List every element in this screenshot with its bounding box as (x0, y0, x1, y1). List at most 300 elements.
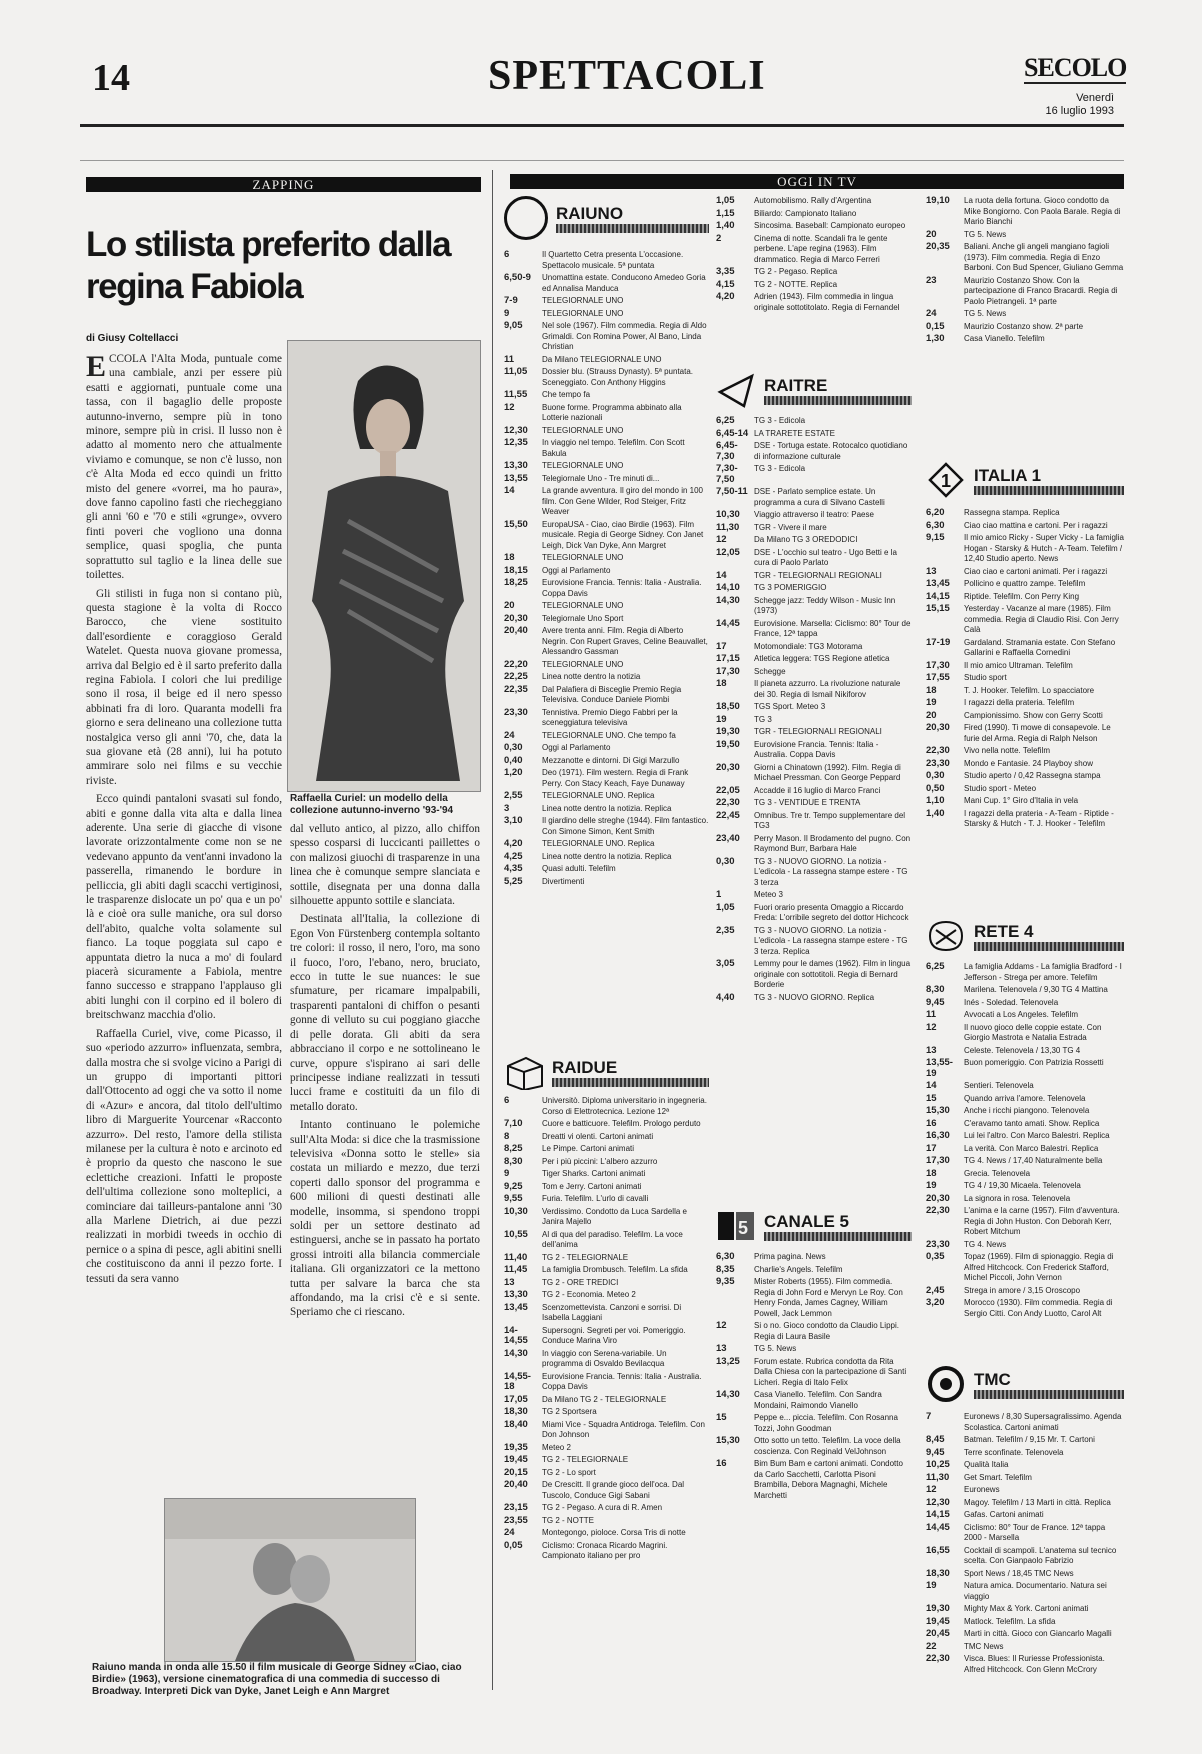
schedule-row (716, 1436, 912, 1457)
schedule-description: Che tempo fa (542, 390, 591, 399)
schedule-description: Montegongo, pioloce. Corsa Tris di notte (542, 1528, 686, 1537)
schedule-description: Strega in amore / 3,15 Oroscopo (964, 1285, 1081, 1295)
schedule-description: Gafas. Cartoni animati (964, 1510, 1044, 1519)
schedule-description: Il giardino delle streghe (1944). Film fantastico. Con Simone Simon, Kent Smith (542, 816, 709, 836)
schedule-description: Il mio amico Ricky - Super Vicky - La famiglia Hogan - Starsky & Hutch - A-Team. Telefilm / 12,40 Studio aperto. News (964, 533, 1124, 563)
schedule-row (504, 877, 709, 888)
schedule-description: I ragazzi della prateria - A-Team - Riptide - Starsky & Hutch - T. J. Hooker - Telefilm (964, 808, 1114, 828)
schedule-description: TGR - Vivere il mare (754, 522, 827, 532)
schedule-description: Supersogni. Segreti per voi. Pomeriggio. Conduce Marina Viro (542, 1325, 686, 1345)
schedule-time: 0,30 (504, 742, 523, 753)
schedule-row (504, 1480, 709, 1501)
schedule-row (926, 1473, 1124, 1484)
schedule-row (504, 461, 709, 472)
schedule-description: Giorni a Chinatown (1992). Film. Regia di Michael Pressman. Con George Peppard (754, 762, 901, 782)
schedule-time: 7 (926, 1412, 932, 1422)
schedule-time: 13 (926, 565, 937, 577)
schedule-row (926, 309, 1124, 320)
schedule-time: 18 (716, 678, 727, 689)
schedule-row (716, 548, 912, 569)
schedule-description: Charlie's Angels. Telefilm (754, 1264, 843, 1274)
schedule-description: Quando arriva l'amore. Telenovela (964, 1093, 1086, 1103)
schedule-row (716, 993, 912, 1004)
schedule-row (926, 1546, 1124, 1567)
raitre-schedule (716, 416, 912, 1206)
schedule-time: 22,30 (926, 1653, 950, 1664)
schedule-description: Ciao ciao e cartoni animati. Per i ragazzi (964, 566, 1108, 576)
schedule-description: Matlock. Telefilm. La sfida (964, 1616, 1056, 1626)
schedule-description: Scenzomettevista. Canzoni e sorrisi. Di Isabella Laggiani (542, 1302, 682, 1322)
schedule-description: Yesterday - Vacanze al mare (1985). Film commedia. Regia di Claudio Risi. Con Jerry Calà (964, 604, 1119, 634)
schedule-row (926, 1412, 1124, 1433)
schedule-time: 9 (504, 1168, 510, 1179)
schedule-row (504, 1253, 709, 1264)
schedule-time: 7-9 (504, 295, 518, 306)
schedule-description: Linea notte dentro la notizia. Replica (542, 803, 672, 813)
schedule-time: 17,15 (716, 653, 740, 664)
schedule-time: 22,05 (716, 784, 740, 796)
schedule-row (716, 654, 912, 665)
schedule-description: Il mio amico Ultraman. Telefilm (964, 660, 1073, 670)
schedule-time: 12 (926, 1484, 937, 1495)
schedule-description: Visca. Blues: Il Ruriesse Professionista. Alfred Hitchcock. Con Glenn McCrory (964, 1654, 1105, 1674)
schedule-row (926, 1252, 1124, 1284)
schedule-time: 18,25 (504, 577, 528, 588)
schedule-row (926, 1298, 1124, 1319)
schedule-time: 14,30 (716, 1389, 740, 1400)
schedule-time: 1,05 (716, 901, 735, 913)
schedule-row (504, 1516, 709, 1527)
schedule-row (716, 926, 912, 958)
rete4-block (926, 918, 1124, 1362)
schedule-row (926, 1194, 1124, 1205)
schedule-row (504, 1290, 709, 1301)
schedule-time: 11,40 (504, 1251, 528, 1263)
section-title: SPETTACOLI (488, 53, 766, 99)
schedule-description: Da Milano TELEGIORNALE UNO (542, 354, 662, 364)
article-col-2 (290, 822, 480, 1367)
schedule-time: 13 (504, 1276, 515, 1288)
schedule-description: Si o no. Gioco condotto da Claudio Lippi. Regia di Laura Basile (754, 1321, 899, 1341)
schedule-time: 14 (926, 1080, 937, 1091)
schedule-row (504, 1144, 709, 1155)
raitre-logo-icon (716, 372, 756, 408)
schedule-row (504, 1395, 709, 1406)
schedule-time: 8,25 (504, 1143, 523, 1154)
schedule-time: 1,10 (926, 795, 945, 806)
schedule-row (926, 1485, 1124, 1496)
schedule-description: Riptide. Telefilm. Con Perry King (964, 591, 1080, 601)
schedule-time: 23,40 (716, 832, 740, 844)
schedule-row (926, 196, 1124, 228)
schedule-time: 17 (716, 640, 727, 652)
schedule-description: In viaggio nel tempo. Telefilm. Con Scott Bakula (542, 438, 685, 458)
schedule-description: TELEGIORNALE UNO (542, 461, 624, 470)
schedule-time: 3,05 (716, 958, 735, 969)
schedule-description: Furia. Telefilm. L'urlo di cavalli (542, 1194, 649, 1203)
schedule-row (716, 464, 912, 485)
schedule-time: 11,30 (716, 521, 740, 533)
italia1-name: ITALIA 1 (974, 465, 1042, 485)
schedule-time: 8,30 (926, 984, 945, 995)
schedule-time: 1,05 (716, 196, 735, 206)
schedule-description: TELEGIORNALE UNO. Replica (542, 839, 655, 848)
schedule-description: TG 2 - NOTTE (542, 1515, 594, 1525)
schedule-row (926, 661, 1124, 672)
article-paragraph: Gli stilisti in fuga non si contano più, questa stagione è la volta di Rocco Barocco, che viene sostituito dall'esordiente e coraggioso Gerald Watelet. Questa nuova giovane promessa, arriva dal Belgio ed è il sarto preferito dalla regina Fabiola. I colori che lui predilige sono il rosa, il beige ed il nero spesso abbinati fra di loro. Quaranta modelli fra giorno e sera delineano una collezione tutta nostalgica verso gli anni '70, che, data la sua giovane età (28 anni), lui ha potuto ammirare solo nei films e su vecchie riviste. (86, 587, 282, 787)
schedule-row (504, 852, 709, 863)
schedule-description: Otto sotto un tetto. Telefilm. La voce della coscienza. Con Reginald VelJohnson (754, 1436, 901, 1456)
schedule-time: 13,45 (926, 578, 950, 589)
schedule-description: Da Milano TG 2 - TELEGIORNALE (542, 1394, 667, 1404)
schedule-description: TG 2 - NOTTE. Replica (754, 279, 838, 289)
schedule-description: Sport News / 18,45 TMC News (964, 1568, 1074, 1578)
schedule-description: Da Milano TG 3 OREDODICI (754, 535, 858, 544)
schedule-row (504, 1265, 709, 1276)
svg-text:5: 5 (738, 1218, 749, 1238)
schedule-row (926, 638, 1124, 659)
schedule-time: 5,25 (504, 875, 523, 887)
schedule-description: Euronews (964, 1485, 1000, 1494)
schedule-description: TG 3 - Edicola (754, 416, 806, 425)
schedule-description: TMC News (964, 1641, 1004, 1651)
schedule-description: Il pianeta azzurro. La rivoluzione naturale dei 30. Regia di Ismail Nikiforov (754, 679, 901, 699)
schedule-time: 11,55 (504, 389, 528, 400)
schedule-time: 1,15 (716, 207, 735, 219)
schedule-description: Sentieri. Telenovela (964, 1081, 1034, 1090)
schedule-time: 14 (716, 569, 727, 581)
schedule-row (716, 292, 912, 313)
canale5-header (716, 1208, 912, 1244)
tmc-schedule (926, 1412, 1124, 1732)
schedule-description: Linea notte dentro la notizia (542, 672, 641, 681)
schedule-row (716, 619, 912, 640)
schedule-description: Forum estate. Rubrica condotta da Rita Dalla Chiesa con la partecipazione di Santi Licheri. Regia di Italo Felix (754, 1356, 907, 1387)
schedule-description: Schegge (754, 666, 786, 676)
schedule-description: TGR - TELEGIORNALI REGIONALI (754, 570, 882, 580)
schedule-row (716, 1252, 912, 1263)
schedule-time: 1,40 (716, 220, 735, 231)
schedule-time: 19 (716, 713, 727, 725)
schedule-description: In viaggio con Serena-variabile. Un programma di Osvaldo Bevilacqua (542, 1348, 667, 1368)
schedule-time: 8,30 (504, 1155, 523, 1167)
article-paragraph: CCOLA l'Alta Moda, puntuale come una cambiale, anzi per essere più esatti e aggiornati, puntuale come una tassa, con il bagaglio delle proposte autunno-inverno, sempre più in tono minore, sempre più in crisi. Il lusso non è adatto al momento nero che attualmente viviamo e comunque, se non c'è lusso, non c'è Alta Moda ed ecco quindi un fritto misto del genere «vorrei, ma ho paura», dove fanno capolino fasti che riecheggiano gli anni '60 e '70 e stili «grunge», ovvero finti poveri che vogliono una donna semplice, quasi spoglia, che punta soprattutto sul taglio e la linea delle sue toilettes. (86, 353, 282, 582)
schedule-row (926, 1046, 1124, 1057)
schedule-row (716, 523, 912, 534)
schedule-description: TG 5. News (964, 309, 1007, 318)
schedule-row (504, 355, 709, 366)
schedule-description: TG 2 - Pegaso. A cura di R. Amen (542, 1503, 663, 1512)
schedule-description: Meteo 2 (542, 1442, 571, 1452)
schedule-description: Ciclismo: 80° Tour de France. 12ª tappa 2000 - Marsella (964, 1522, 1106, 1542)
schedule-time: 4,20 (504, 838, 523, 849)
schedule-description: Motomondiale: TG3 Motorama (754, 641, 863, 651)
schedule-time: 6 (504, 1096, 510, 1106)
raidue-block (504, 1054, 709, 1726)
schedule-time: 14-14,55 (504, 1324, 528, 1346)
schedule-time: 20,30 (504, 612, 528, 624)
schedule-description: Peppe e... piccia. Telefilm. Con Rosanna Tozzi, John Goodman (754, 1413, 898, 1433)
schedule-row (926, 334, 1124, 345)
schedule-time: 20,30 (926, 722, 950, 733)
raitre-block (716, 372, 912, 1206)
schedule-row (926, 759, 1124, 770)
schedule-row (716, 1459, 912, 1501)
schedule-row (504, 1372, 709, 1393)
schedule-row (504, 1420, 709, 1441)
schedule-row (926, 1023, 1124, 1044)
schedule-description: L'anima e la carne (1957). Film d'avventura. Regia di John Huston. Con Deborah Kerr, Robert Mitchum (964, 1206, 1120, 1236)
schedule-row (716, 715, 912, 726)
schedule-description: TG 3 POMERIGGIO (754, 583, 827, 592)
schedule-description: TG 2 - TELEGIORNALE (542, 1252, 629, 1262)
italia1-header (926, 460, 1124, 500)
schedule-time: 2,45 (926, 1284, 945, 1296)
schedule-time: 23,30 (926, 757, 950, 769)
schedule-row (926, 1058, 1124, 1079)
schedule-time: 19,45 (926, 1615, 950, 1627)
schedule-description: Quasi adulti. Telefilm (542, 864, 616, 873)
schedule-time: 14 (504, 485, 515, 496)
schedule-time: 14,45 (716, 617, 740, 629)
schedule-time: 3,10 (504, 815, 523, 826)
canale5-strip (764, 1232, 912, 1241)
schedule-row (504, 520, 709, 552)
canale5-logo-icon (716, 1208, 756, 1244)
schedule-row (716, 642, 912, 653)
schedule-description: Ciao ciao mattina e cartoni. Per i ragazzi (964, 520, 1108, 530)
schedule-description: TG 4 / 19,30 Micaela. Telenovela (964, 1181, 1081, 1190)
schedule-time: 12,30 (504, 424, 528, 436)
schedule-description: Automobilismo. Rally d'Argentina (754, 196, 872, 205)
schedule-row (926, 1144, 1124, 1155)
tv-kicker: OGGI IN TV (510, 174, 1124, 189)
schedule-row (504, 426, 709, 437)
schedule-time: 11,05 (504, 366, 528, 377)
schedule-row (926, 1286, 1124, 1297)
schedule-description: Il nuovo gioco delle coppie estate. Con Giorgio Mastrota e Natalia Estrada (964, 1022, 1102, 1042)
schedule-time: 13,25 (716, 1355, 740, 1367)
schedule-row (504, 1194, 709, 1205)
italia1-logo-icon (926, 460, 966, 500)
schedule-row (504, 601, 709, 612)
schedule-description: Biliardo: Campionato Italiano (754, 208, 857, 218)
schedule-row (716, 786, 912, 797)
schedule-row (926, 230, 1124, 241)
schedule-time: 10,25 (926, 1459, 950, 1470)
schedule-time: 15,50 (504, 518, 528, 530)
schedule-description: Fuori orario presenta Omaggio a Riccardo Freda: L'orribile segreto del dottor Hichcock (754, 902, 909, 922)
schedule-description: Universitò. Diploma universitario in ingegneria. Corso di Elettrotecnica. Lezione 12ª (542, 1096, 707, 1116)
schedule-row (926, 604, 1124, 636)
schedule-time: 15 (926, 1092, 937, 1104)
schedule-row (926, 711, 1124, 722)
schedule-description: TG 2 - Lo sport (542, 1467, 596, 1477)
schedule-time: 0,50 (926, 782, 945, 794)
tmc-name: TMC (974, 1369, 1011, 1389)
schedule-description: Dreatti vi olenti. Cartoni animati (542, 1131, 654, 1141)
raiuno-header (504, 196, 709, 240)
schedule-time: 12,35 (504, 437, 528, 448)
schedule-row (926, 1498, 1124, 1509)
schedule-row (504, 1468, 709, 1479)
schedule-row (716, 798, 912, 809)
schedule-row (926, 796, 1124, 807)
schedule-row (504, 1455, 709, 1466)
schedule-time: 11 (504, 353, 515, 365)
schedule-time: 18 (926, 1167, 937, 1179)
schedule-time: 2 (716, 232, 722, 244)
schedule-description: La ruota della fortuna. Gioco condotto da Mike Bongiorno. Con Paola Barale. Regia di Mario Bianchi (964, 196, 1121, 226)
schedule-row (504, 273, 709, 294)
schedule-time: 20 (504, 600, 515, 611)
schedule-description: Mezzanotte e dintorni. Di Gigi Marzullo (542, 755, 680, 765)
schedule-description: TGR - TELEGIORNALI REGIONALI (754, 727, 882, 736)
schedule-description: Ciclismo: Cronaca Ricardo Magrini. Campionato italiano per pro (542, 1540, 668, 1560)
schedule-time: 3,20 (926, 1297, 945, 1308)
schedule-description: Omnibus. Tre tr. Tempo supplementare del TG3 (754, 810, 906, 830)
article-headline: Lo stilista preferito dalla regina Fabiola (86, 225, 451, 306)
schedule-description: TG 3 - VENTIDUE E TRENTA (754, 798, 861, 807)
schedule-description: La signora in rosa. Telenovela (964, 1193, 1071, 1203)
header-rule (80, 124, 1124, 127)
schedule-row (926, 567, 1124, 578)
schedule-row (926, 723, 1124, 744)
schedule-row (716, 811, 912, 832)
schedule-time: 20,30 (716, 761, 740, 773)
schedule-time: 19,10 (926, 196, 950, 206)
schedule-row (716, 429, 912, 440)
schedule-row (504, 438, 709, 459)
schedule-time: 9,45 (926, 1446, 945, 1458)
schedule-time: 0,40 (504, 754, 523, 766)
schedule-time: 7,30-7,50 (716, 463, 738, 485)
schedule-description: DSE - L'occhio sul teatro - Ugo Betti e la cura di Paolo Parlato (754, 547, 897, 567)
schedule-description: I ragazzi della prateria. Telefilm (964, 698, 1075, 707)
schedule-row (716, 221, 912, 232)
schedule-row (504, 390, 709, 401)
schedule-time: 16,30 (926, 1130, 950, 1141)
schedule-time: 22 (926, 1640, 937, 1652)
schedule-time: 12 (716, 534, 727, 545)
drop-cap: E (86, 352, 107, 383)
schedule-row (926, 1169, 1124, 1180)
article-paragraph: Raffaella Curiel, vive, come Picasso, il suo «periodo azzurro» influenzata, sembra, dalla mostra che si svolge vicino a Parigi di un gruppo di importanti pittori dall'Ottocento ad oggi che va sotto il nome di «Azur» e ancora, dal titolo dell'ultimo libro di Marguerite Yourcenar «Racconto azzurro». Del resto, l'amore della stilista milanese per la cultura è noto e arcinoto ed è proprio da questo che nascono le sue eclettiche creazioni. Infatti le proposte dell'ultima collezione sono molteplici, a cominciare dai tailleurs-pantalone anni '30 alla Marlene Dietrich, ai due pezzi realizzati in morbidi tweeds in occhio di pernice o a spina di pesce, agli abitini snelli che costituiscono da anni il pezzo forte. I tessuti da sera vanno (86, 1027, 282, 1285)
schedule-description: Marilena. Telenovela / 9,30 TG 4 Mattina (964, 985, 1108, 994)
schedule-description: De Crescitt. Il grande gioco dell'oca. Dal Tuscolo, Conduce Gigi Sabani (542, 1480, 685, 1500)
schedule-row (504, 474, 709, 485)
schedule-row (504, 486, 709, 518)
schedule-description: TELEGIORNALE UNO (542, 659, 624, 669)
schedule-description: TG 3 - Edicola (754, 464, 806, 473)
schedule-description: Divertimenti (542, 876, 585, 886)
schedule-time: 4,15 (716, 278, 735, 290)
tmc-header (926, 1364, 1124, 1404)
schedule-row (716, 280, 912, 291)
schedule-time: 13,55-19 (926, 1057, 953, 1079)
schedule-description: La verità. Con Marco Balestri. Replica (964, 1143, 1099, 1153)
schedule-time: 9 (504, 307, 510, 319)
schedule-time: 15,15 (926, 603, 950, 614)
schedule-description: Verdissimo. Condotto da Luca Sardella e Janira Majello (542, 1206, 687, 1226)
schedule-description: Telegiornale Uno Sport (542, 613, 624, 623)
schedule-time: 19 (926, 1180, 937, 1191)
schedule-row (504, 743, 709, 754)
schedule-description: Magoy. Telefilm / 13 Marti in città. Replica (964, 1497, 1111, 1507)
schedule-row (926, 1629, 1124, 1640)
schedule-time: 20 (926, 228, 937, 240)
schedule-time: 6,45-7,30 (716, 440, 738, 462)
schedule-description: TG 4. News / 17,40 Naturalmente bella (964, 1156, 1103, 1165)
schedule-row (716, 487, 912, 508)
schedule-row (504, 816, 709, 837)
schedule-row (716, 234, 912, 266)
schedule-time: 0,30 (926, 770, 945, 781)
raiuno-strip (556, 224, 709, 233)
schedule-row (926, 508, 1124, 519)
schedule-row (926, 322, 1124, 333)
schedule-time: 13,55 (504, 472, 528, 484)
schedule-row (504, 321, 709, 353)
schedule-row (926, 962, 1124, 983)
schedule-row (926, 998, 1124, 1009)
schedule-row (504, 768, 709, 789)
schedule-description: Campionissimo. Show con Gerry Scotti (964, 710, 1103, 720)
schedule-description: DSE - Tortuga estate. Rotocalco quotidiano di informazione culturale (754, 441, 908, 461)
schedule-description: TGS Sport. Meteo 3 (754, 702, 826, 711)
schedule-time: 22,30 (926, 1205, 950, 1216)
schedule-description: Al di qua del paradiso. Telefilm. La voce dell'anima (542, 1229, 683, 1249)
schedule-row (926, 1081, 1124, 1092)
schedule-time: 17,30 (926, 1155, 950, 1166)
schedule-row (716, 1413, 912, 1434)
schedule-description: Studio aperto / 0,42 Rassegna stampa (964, 771, 1101, 780)
schedule-description: Inés - Soledad. Telenovela (964, 997, 1059, 1007)
column-divider (492, 170, 493, 1690)
schedule-description: TG 5. News (964, 229, 1007, 239)
schedule-time: 14,45 (926, 1521, 950, 1533)
schedule-row (926, 686, 1124, 697)
schedule-row (716, 416, 912, 427)
schedule-time: 15 (716, 1412, 727, 1423)
schedule-time: 19 (926, 1580, 937, 1591)
schedule-description: TG 2 - ORE TREDICI (542, 1277, 619, 1287)
schedule-description: Accadde il 16 luglio di Marco Franci (754, 785, 881, 795)
schedule-time: 1 (716, 889, 722, 900)
schedule-row (926, 809, 1124, 830)
schedule-time: 8 (504, 1130, 510, 1142)
schedule-time: 20,40 (504, 625, 528, 636)
schedule-description: TG 5. News (754, 1344, 797, 1353)
schedule-row (716, 267, 912, 278)
schedule-description: TELEGIORNALE UNO (542, 425, 624, 435)
schedule-time: 23,30 (926, 1238, 950, 1250)
schedule-description: Studio sport (964, 673, 1007, 682)
schedule-description: Tom e Jerry. Cartoni animati (542, 1181, 642, 1191)
schedule-row (504, 566, 709, 577)
schedule-time: 7,10 (504, 1118, 523, 1129)
schedule-time: 8,45 (926, 1434, 945, 1445)
schedule-description: TG 2 - Economia. Meteo 2 (542, 1290, 636, 1299)
schedule-row (504, 614, 709, 625)
schedule-time: 22,30 (926, 745, 950, 756)
schedule-description: Dal Palafiera di Bisceglie Premio Regia Televisiva. Conduce Daniele Piombi (542, 684, 682, 704)
schedule-time: 19,50 (716, 738, 740, 750)
schedule-description: Euronews / 8,30 Supersagralissimo. Agenda Scolastica. Cartoni animati (964, 1412, 1122, 1432)
schedule-row (504, 1303, 709, 1324)
raitre-header (716, 372, 912, 408)
schedule-description: Telegiornale Uno - Tre minuti di... (542, 473, 660, 483)
